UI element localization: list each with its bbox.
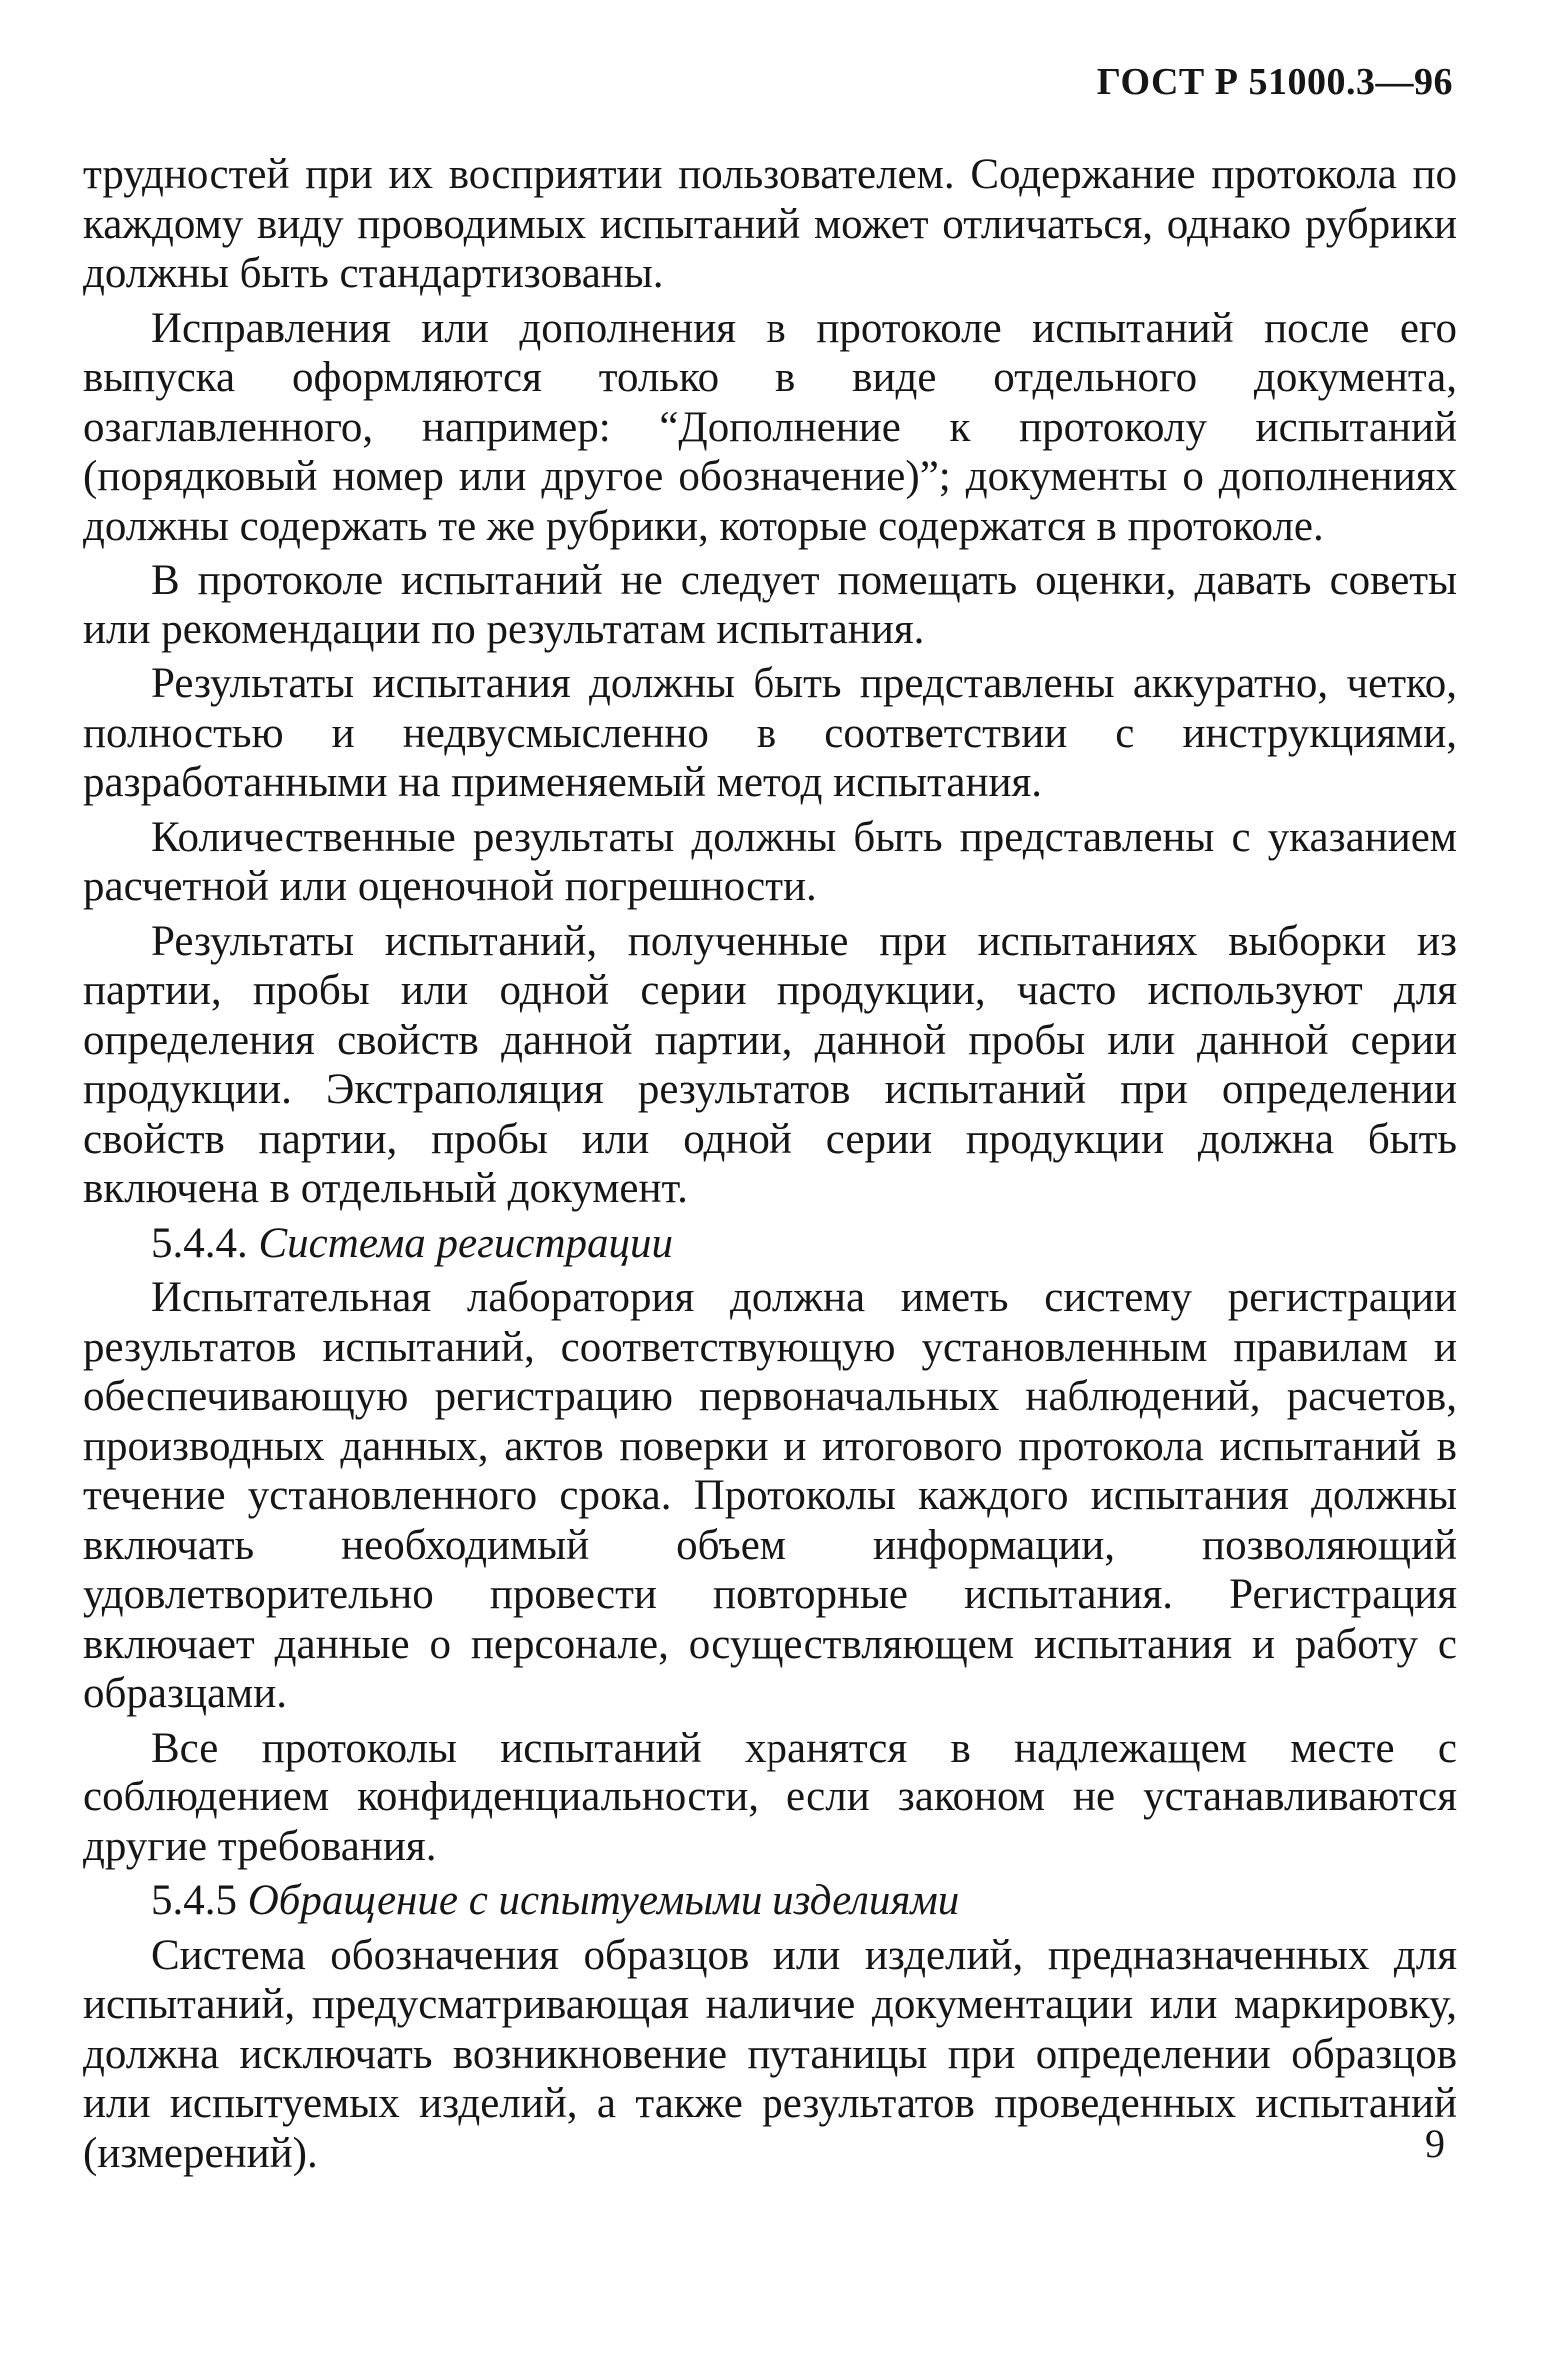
standard-header: ГОСТ Р 51000.3—96: [1096, 61, 1453, 103]
page-number: 9: [1425, 2121, 1445, 2166]
paragraph-report-storage: Все протоколы испытаний хранятся в надлежащем месте с соблюдением конфиденциальности, если законом не устанавливаются другие требования.: [83, 1724, 1457, 1870]
paragraph-registration-system: Испытательная лаборатория должна иметь систему регистрации результатов испытаний, соответствующую установленным правилам и обеспечивающую регистрацию первоначальных наблюдений, расчетов, производных данных, актов поверки и итогового протокола испытаний в течение установленного срока. Протоколы каждого испытания должны включать необходимый объем информации, позволяющий удовлетворительно провести повторные испытания. Регистрация включает данные о персонале, осуществляющем испытания и работу с образцами.: [83, 1274, 1457, 1717]
paragraph-quantitative-results: Количественные результаты должны быть представлены с указанием расчетной или оценочной погрешности.: [83, 813, 1457, 910]
paragraph-extrapolation: Результаты испытаний, полученные при испытаниях выборки из партии, пробы или одной серии продукции, часто используют для определения свойств данной партии, данной пробы или данной серии продукции. Экстраполяция результатов испытаний при определении свойств партии, пробы или одной серии продукции должна быть включена в отдельный документ.: [83, 917, 1457, 1212]
paragraph-result-presentation: Результаты испытания должны быть представлены аккуратно, четко, полностью и недвусмысленно в соответствии с инструкциями, разработанными на применяемый метод испытания.: [83, 660, 1457, 806]
section-number: 5.4.4.: [151, 1219, 248, 1267]
paragraph-report-content: трудностей при их восприятии пользователем. Содержание протокола по каждому виду проводимых испытаний может отличаться, однако рубрики должны быть стандартизованы.: [83, 151, 1457, 297]
paragraph-sample-identification: Система обозначения образцов или изделий, предназначенных для испытаний, предусматривающая наличие документации или маркировку, должна исключать возникновение путаницы при определении образцов или испытуемых изделий, а также результатов проведенных испытаний (измерений).: [83, 1931, 1457, 2177]
section-number: 5.4.5: [151, 1877, 237, 1924]
section-heading-sample-handling: [83, 1876, 1457, 1926]
paragraph-no-evaluations: В протоколе испытаний не следует помещать оценки, давать советы или рекомендации по результатам испытания.: [83, 557, 1457, 653]
section-heading-registration-system: [83, 1219, 1457, 1269]
paragraph-corrections: Исправления или дополнения в протоколе испытаний после его выпуска оформляются только в виде отдельного документа, озаглавленного, например: “Дополнение к протоколу испытаний (порядковый номер или другое обозначение)”; документы о дополнениях должны содержать те же рубрики, которые содержатся в протоколе.: [83, 304, 1457, 550]
section-title: Система регистрации: [258, 1219, 674, 1267]
section-title: Обращение с испытуемыми изделиями: [247, 1877, 960, 1924]
page-content: [83, 150, 1457, 2183]
